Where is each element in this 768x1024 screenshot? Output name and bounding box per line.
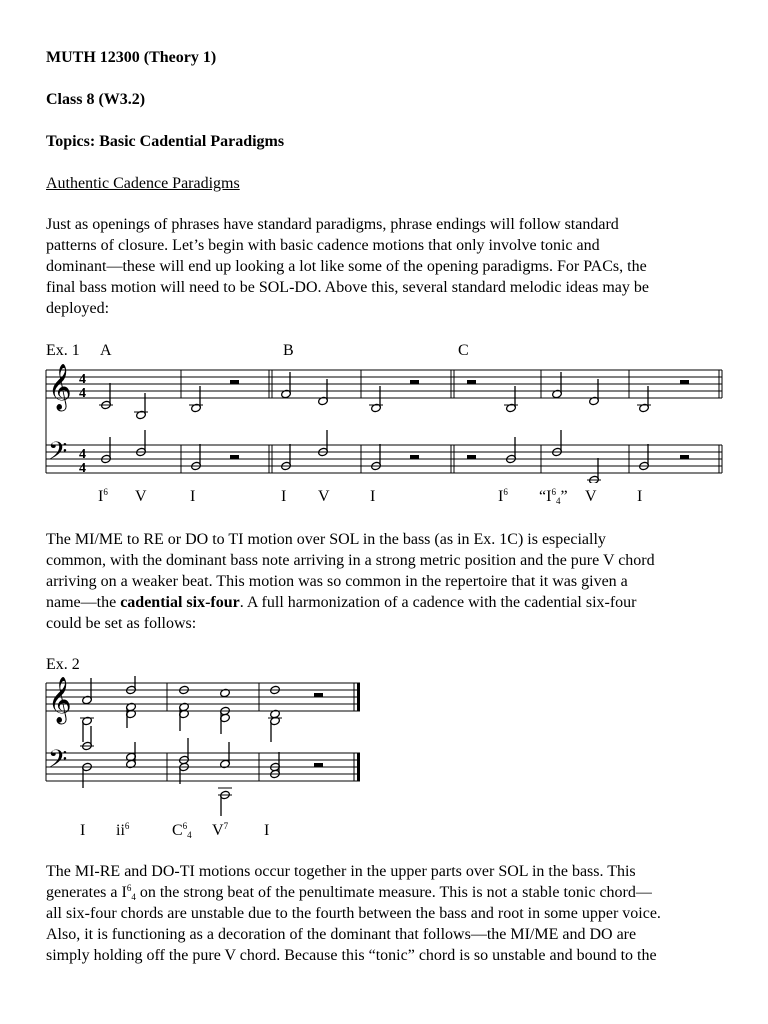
topics-title: Topics: Basic Cadential Paradigms <box>46 133 285 150</box>
example-1-roman-numerals <box>0 486 768 508</box>
treble-clef-icon: 𝄞 <box>48 364 72 409</box>
roman-numeral: $V^7$ <box>212 821 229 839</box>
half-rests <box>230 380 689 459</box>
section-title: Authentic Cadence Paradigms <box>46 175 240 192</box>
paragraph-intro <box>46 214 736 319</box>
example-2-score <box>44 676 362 816</box>
example-2-roman-numerals <box>0 820 768 842</box>
course-title: MUTH 12300 (Theory 1) <box>46 49 217 66</box>
roman-numeral: V <box>318 488 330 505</box>
roman-numeral: $ii^6$ <box>116 821 130 839</box>
text-line: simply holding off the pure V chord. Because this “tonic” chord is so unstable and bound to the <box>46 947 657 964</box>
term-cadential-six-four: cadential six-four <box>120 594 240 611</box>
roman-numeral: $C^6_4$ <box>172 821 192 840</box>
roman-numeral: $I^6$ <box>98 487 108 505</box>
text-line: Just as openings of phrases have standard paradigms, phrase endings will follow standard <box>46 216 619 233</box>
svg-text:4: 4 <box>79 461 86 476</box>
ex2-upper-voices <box>80 676 282 742</box>
roman-numeral: I <box>637 488 643 505</box>
svg-text:4: 4 <box>79 372 86 387</box>
text-line: final bass motion will need to be SOL-DO. Above this, several standard melodic ideas may be <box>46 279 649 296</box>
svg-text:4: 4 <box>79 447 86 462</box>
treble-clef-icon: 𝄞 <box>48 677 72 722</box>
roman-numeral: I <box>264 822 270 839</box>
text-line: The MI/ME to RE or DO to TI motion over SOL in the bass (as in Ex. 1C) is especially <box>46 531 606 548</box>
roman-numeral: V <box>585 488 597 505</box>
example-2-label: Ex. 2 <box>46 656 80 673</box>
roman-numeral: I <box>80 822 86 839</box>
ex2-lower-voices <box>80 726 280 816</box>
roman-numeral: V <box>135 488 147 505</box>
time-signature <box>79 372 86 476</box>
text-line: common, with the dominant bass note arriving in a strong metric position and the pure V chord <box>46 552 655 569</box>
roman-numeral: I <box>370 488 376 505</box>
ex1-treble-notes <box>99 372 651 420</box>
example-1-part-b: B <box>283 342 294 359</box>
text-line: dominant—these will end up looking a lot like some of the opening paradigms. For PACs, the <box>46 258 647 275</box>
text-line: Also, it is functioning as a decoration of the dominant that follows—the MI/ME and DO are <box>46 926 637 943</box>
text-line: all six-four chords are unstable due to the fourth between the bass and root in some upper voice. <box>46 905 661 922</box>
roman-numeral: I <box>190 488 196 505</box>
roman-numeral: I <box>281 488 287 505</box>
bass-clef-icon: 𝄢 <box>48 746 68 779</box>
text-line: patterns of closure. Let’s begin with basic cadence motions that only involve tonic and <box>46 237 600 254</box>
paragraph-six-four-explanation <box>46 861 736 966</box>
class-title: Class 8 (W3.2) <box>46 91 146 108</box>
paragraph-cadential-six-four <box>46 529 736 634</box>
text-line: name—the cadential six-four. A full harmonization of a cadence with the cadential six-four <box>46 594 637 611</box>
example-1-label: Ex. 1 <box>46 342 80 359</box>
bass-clef-icon: 𝄢 <box>48 438 68 471</box>
ex1-bass-notes <box>101 430 650 483</box>
roman-numeral: “$I^6_4$” <box>539 487 568 506</box>
text-line: deployed: <box>46 300 110 317</box>
example-1-part-c: C <box>458 342 469 359</box>
text-line: could be set as follows: <box>46 615 197 632</box>
text-line: The MI-RE and DO-TI motions occur together in the upper parts over SOL in the bass. This <box>46 863 636 880</box>
text-line: generates a $I^6_4$ on the strong beat of the penultimate measure. This is not a stable tonic chord— <box>46 883 652 902</box>
svg-text:4: 4 <box>79 386 86 401</box>
example-1-part-a: A <box>100 342 112 359</box>
example-1-score <box>44 363 726 483</box>
text-line: arriving on a weaker beat. This motion was so common in the repertoire that it was given a <box>46 573 628 590</box>
roman-numeral: $I^6$ <box>498 487 508 505</box>
